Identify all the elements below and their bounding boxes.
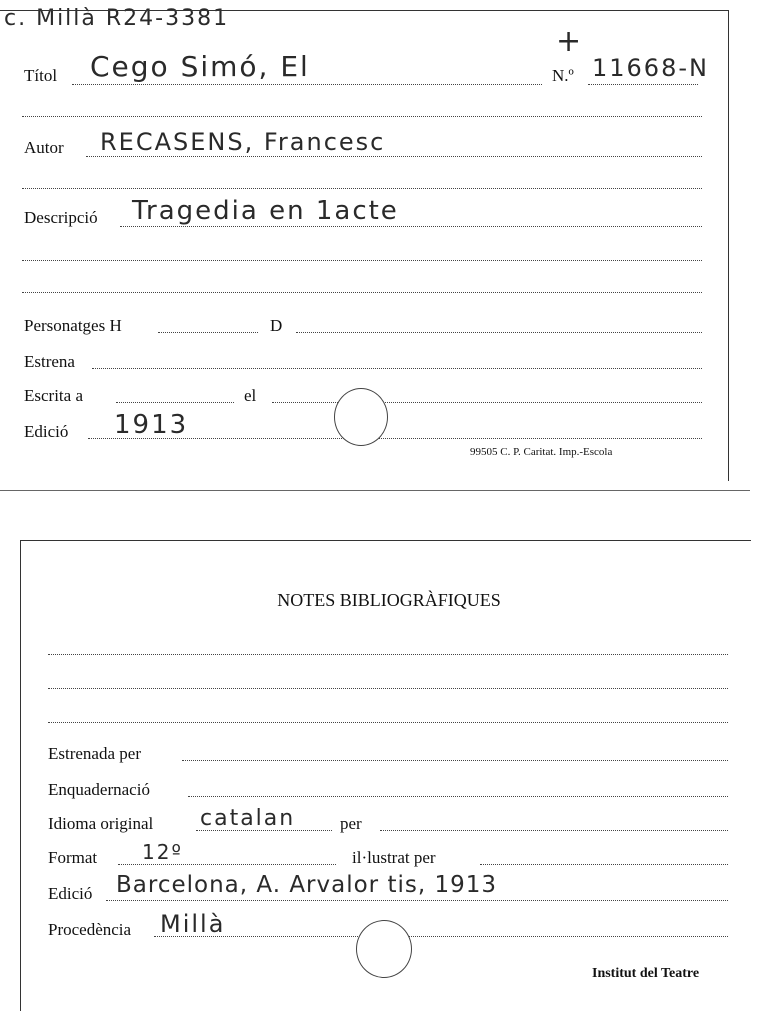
edicio2-label: Edició	[48, 884, 93, 903]
descripcio-label: Descripció	[24, 208, 98, 227]
edicio2-value: Barcelona, A. Arvalor tis, 1913	[116, 872, 497, 898]
descripcio-value: Tragedia en 1acte	[132, 196, 399, 226]
enquadernacio-label: Enquadernació	[48, 780, 150, 799]
el-label: el	[244, 386, 257, 405]
autor-value: RECASENS, Francesc	[100, 128, 386, 156]
card-divider	[0, 490, 750, 491]
estrenada-label: Estrenada per	[48, 744, 141, 763]
autor-label: Autor	[24, 138, 64, 157]
cross-mark: +	[556, 24, 582, 59]
format-value: 12º	[142, 840, 183, 864]
archive-annotation: c. Millà R24-3381	[4, 6, 230, 31]
num-value: 11668-N	[592, 54, 709, 82]
edicio-value: 1913	[114, 410, 189, 440]
personatges-label: Personatges H	[24, 316, 122, 335]
num-label: N.º	[552, 66, 574, 85]
procedencia-label: Procedència	[48, 920, 132, 939]
procedencia-value: Millà	[160, 910, 226, 938]
punch-hole	[334, 388, 388, 446]
estrena-label: Estrena	[24, 352, 75, 371]
idioma-label: Idioma original	[48, 814, 154, 833]
printer-mark: 99505 C. P. Caritat. Imp.-Escola	[470, 446, 613, 458]
institut-stamp: Institut del Teatre	[592, 966, 700, 981]
d-label: D	[270, 316, 283, 335]
per-label: per	[340, 814, 362, 833]
punch-hole-2	[356, 920, 412, 978]
titol-value: Cego Simó, El	[90, 50, 310, 83]
idioma-value: catalan	[200, 806, 296, 831]
illustrat-label: il·lustrat per	[352, 848, 436, 867]
escrita-label: Escrita a	[24, 386, 83, 405]
edicio-label: Edició	[24, 422, 69, 441]
notes-heading: NOTES BIBLIOGRÀFIQUES	[277, 590, 501, 610]
titol-label: Títol	[24, 66, 58, 85]
format-label: Format	[48, 848, 98, 867]
